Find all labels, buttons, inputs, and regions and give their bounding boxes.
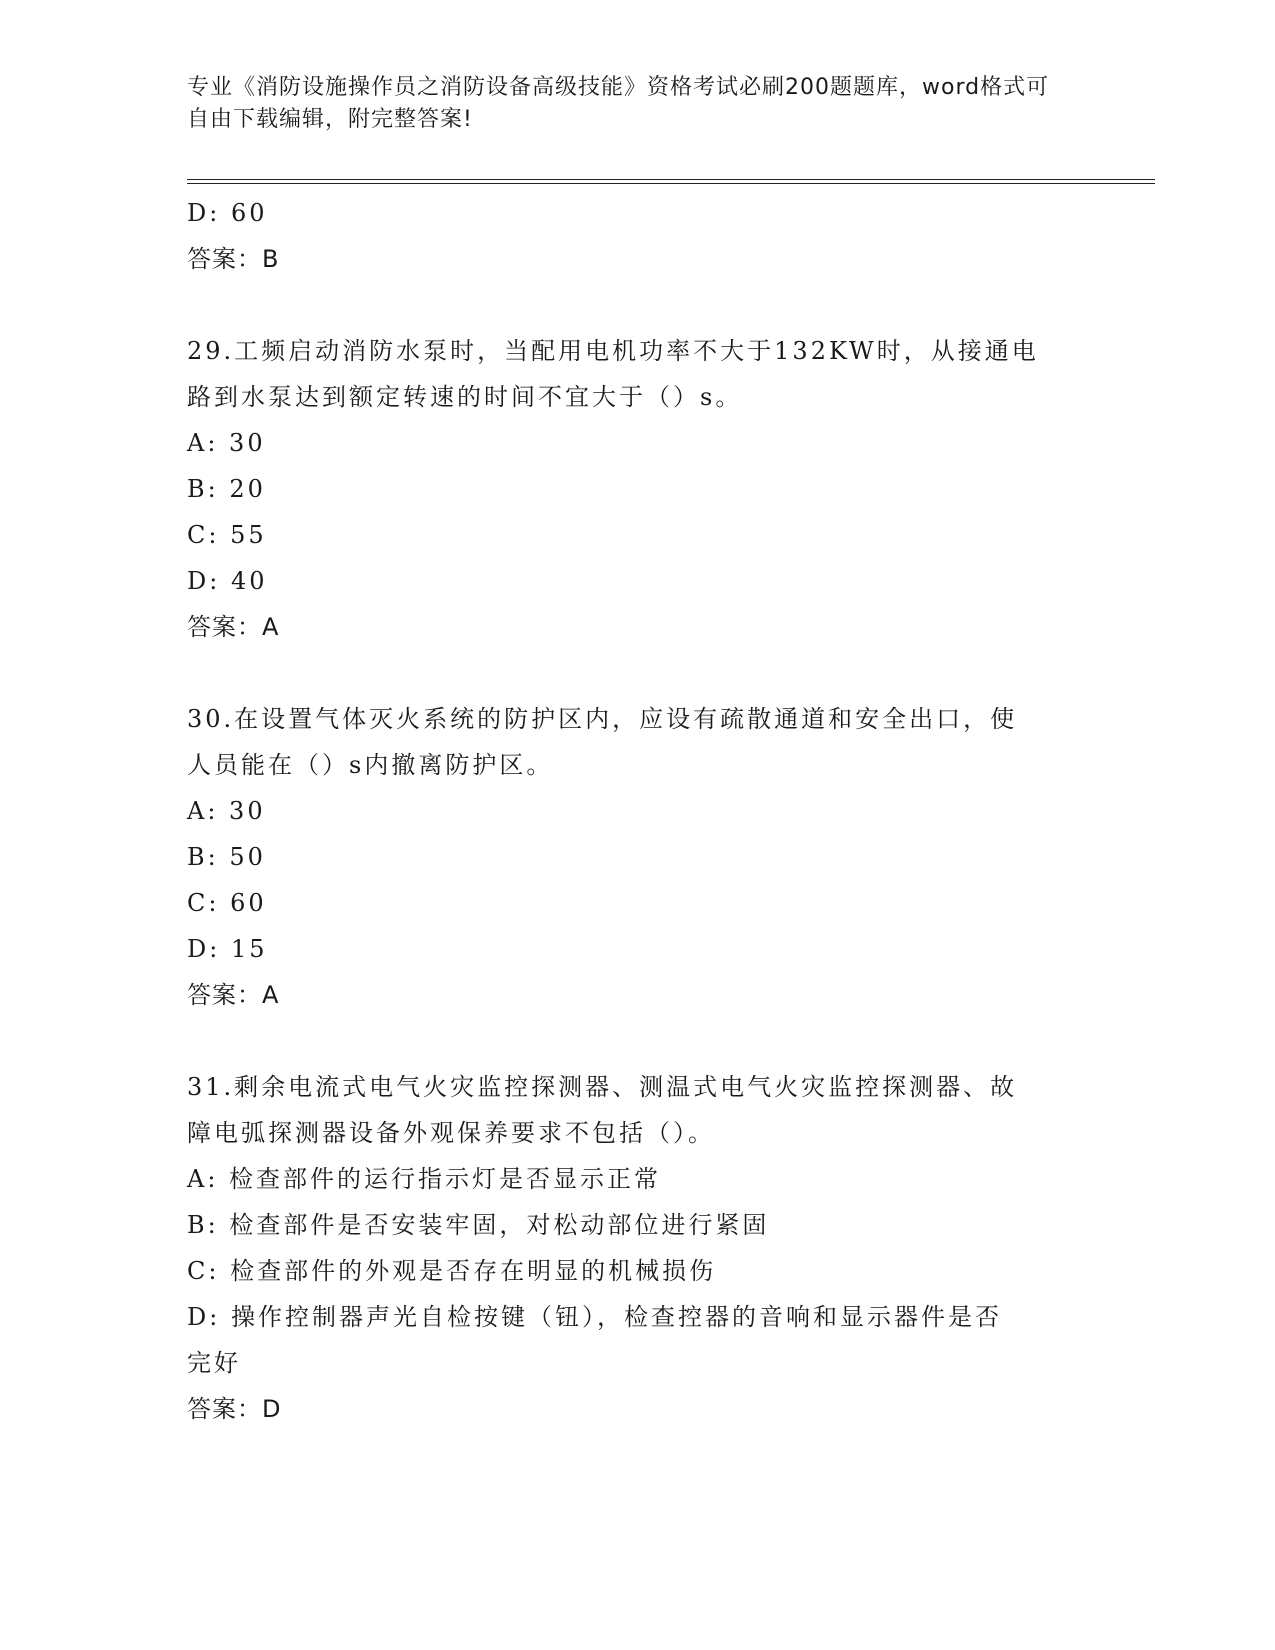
spacer bbox=[187, 650, 1087, 696]
question-stem: 人员能在（）s内撤离防护区。 bbox=[187, 751, 554, 779]
prev-option-d: D: 60 bbox=[187, 199, 268, 227]
option-a: A: 30 bbox=[187, 429, 266, 457]
answer: 答案：A bbox=[187, 613, 280, 641]
spacer bbox=[187, 282, 1087, 328]
question-31 bbox=[187, 1064, 1087, 1432]
option-d: D: 操作控制器声光自检按键（钮），检查控器的音响和显示器件是否 bbox=[187, 1303, 1002, 1331]
option-c: C: 55 bbox=[187, 521, 267, 549]
answer: 答案：A bbox=[187, 981, 280, 1009]
header-divider-bottom bbox=[187, 183, 1155, 184]
option-b: B: 20 bbox=[187, 475, 266, 503]
prev-answer: 答案：B bbox=[187, 245, 280, 273]
option-a: A: 检查部件的运行指示灯是否显示正常 bbox=[187, 1165, 662, 1193]
question-stem: 30.在设置气体灭火系统的防护区内，应设有疏散通道和安全出口，使 bbox=[187, 705, 1018, 733]
option-c: C: 检查部件的外观是否存在明显的机械损伤 bbox=[187, 1257, 717, 1285]
question-stem: 31.剩余电流式电气火灾监控探测器、测温式电气火灾监控探测器、故 bbox=[187, 1073, 1018, 1101]
question-30 bbox=[187, 696, 1087, 1018]
question-stem: 障电弧探测器设备外观保养要求不包括（）。 bbox=[187, 1119, 715, 1147]
option-b: B: 检查部件是否安装牢固，对松动部位进行紧固 bbox=[187, 1211, 770, 1239]
answer: 答案：D bbox=[187, 1395, 282, 1423]
header-divider-top bbox=[187, 179, 1155, 180]
option-b: B: 50 bbox=[187, 843, 266, 871]
option-c: C: 60 bbox=[187, 889, 267, 917]
option-d: D: 40 bbox=[187, 567, 268, 595]
option-d: D: 15 bbox=[187, 935, 268, 963]
spacer bbox=[187, 1018, 1087, 1064]
question-stem: 路到水泵达到额定转速的时间不宜大于（）s。 bbox=[187, 383, 743, 411]
question-29 bbox=[187, 328, 1087, 650]
question-content bbox=[187, 190, 1087, 1432]
option-d-continuation: 完好 bbox=[187, 1349, 241, 1377]
question-stem: 29.工频启动消防水泵时，当配用电机功率不大于132KW时，从接通电 bbox=[187, 337, 1039, 365]
option-a: A: 30 bbox=[187, 797, 266, 825]
document-header: 专业《消防设施操作员之消防设备高级技能》资格考试必刷200题题库，word格式可自由下载编辑，附完整答案! bbox=[187, 75, 1050, 132]
